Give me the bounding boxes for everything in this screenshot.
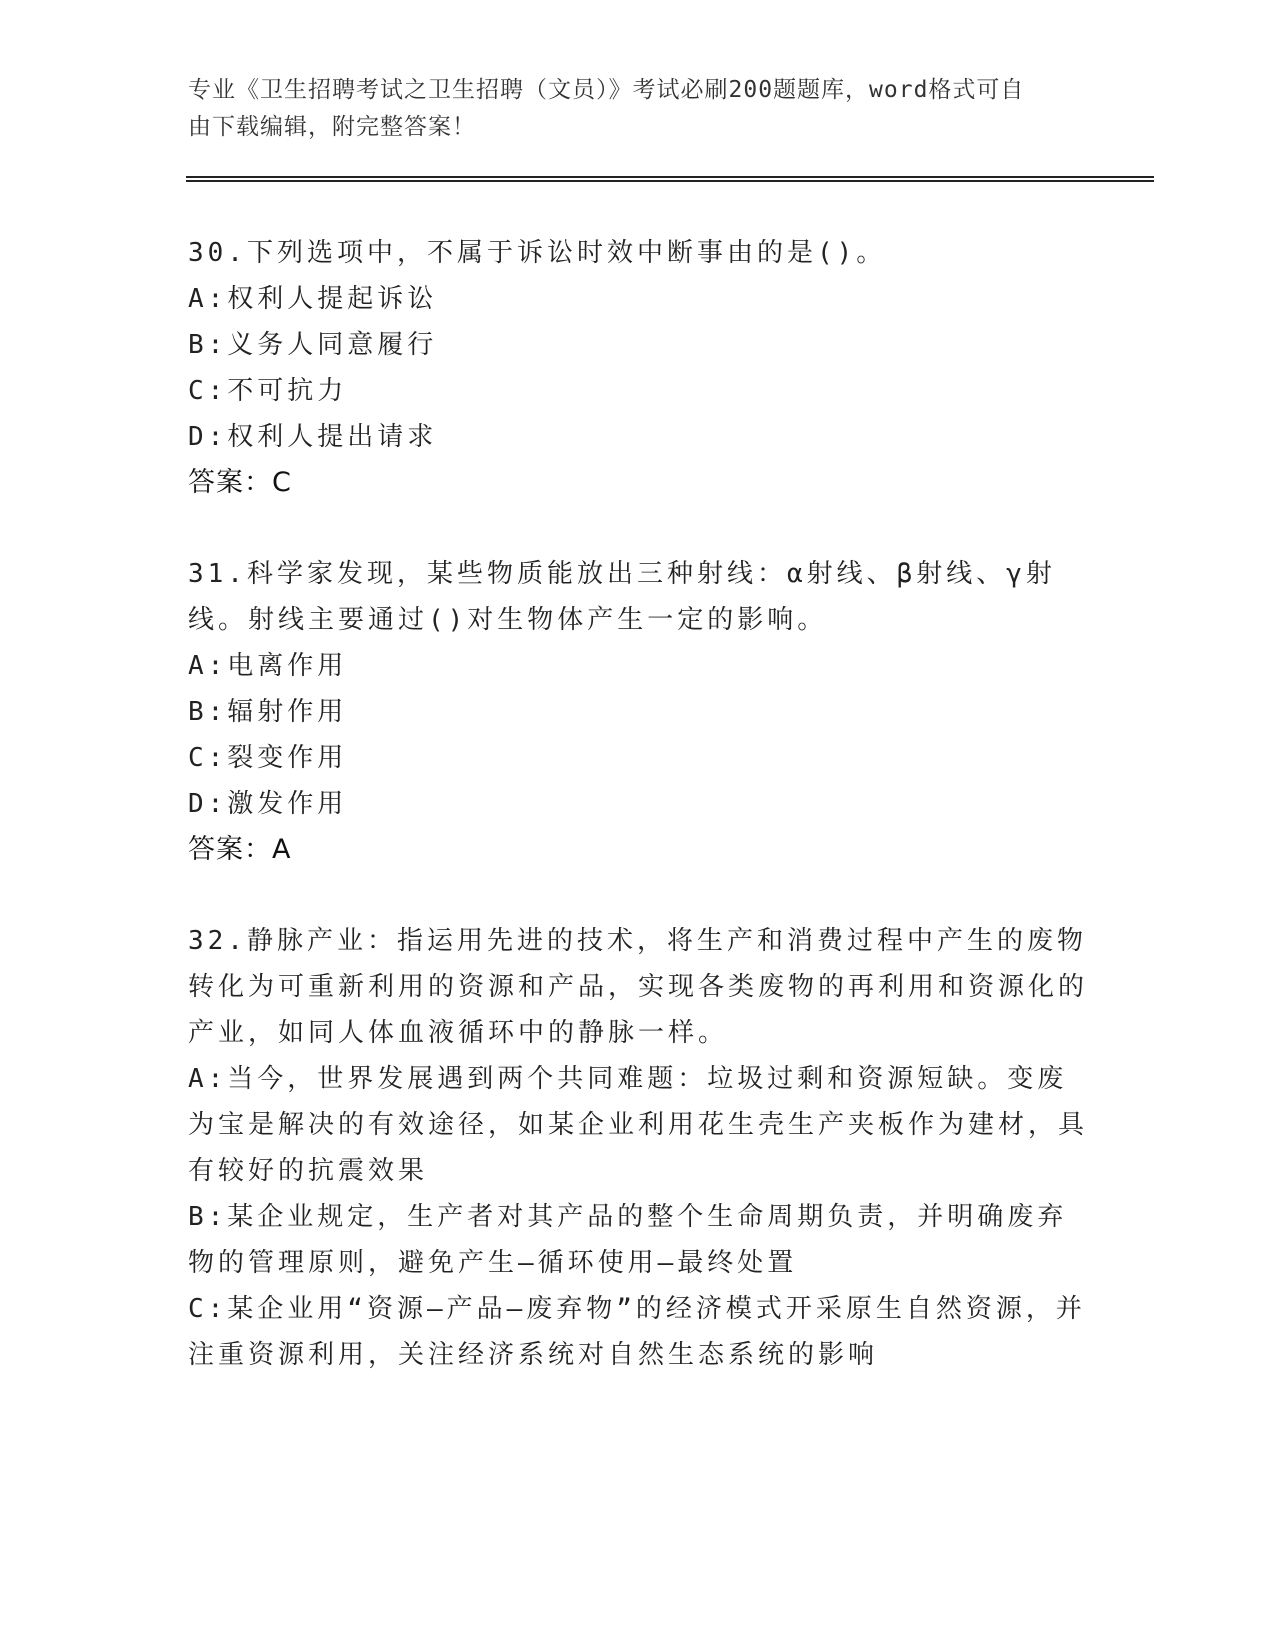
question-text: 32.静脉产业：指运用先进的技术，将生产和消费过程中产生的废物转化为可重新利用的资源和产品，实现各类废物的再利用和资源化的产业，如同人体血液循环中的静脉一样。 <box>188 926 1089 1048</box>
option-a: A:电离作用 <box>188 651 348 681</box>
option-b: B:义务人同意履行 <box>188 330 438 360</box>
question-31 <box>188 551 1088 873</box>
option-c: C:不可抗力 <box>188 376 348 406</box>
option-d: D:激发作用 <box>188 789 348 819</box>
question-32 <box>188 918 1088 1378</box>
option-a: A:当今，世界发展遇到两个共同难题：垃圾过剩和资源短缺。变废为宝是解决的有效途径，如某企业利用花生壳生产夹板作为建材，具有较好的抗震效果 <box>188 1064 1089 1186</box>
header-divider-bottom <box>186 180 1154 182</box>
option-c: C:某企业用“资源—产品—废弃物”的经济模式开采原生自然资源，并注重资源利用，关注经济系统对自然生态系统的影响 <box>188 1294 1086 1370</box>
answer-line: 答案：A <box>188 834 292 865</box>
option-a: A:权利人提起诉讼 <box>188 284 438 314</box>
header-divider-top <box>186 176 1154 178</box>
option-b: B:辐射作用 <box>188 697 348 727</box>
question-text: 30.下列选项中，不属于诉讼时效中断事由的是()。 <box>188 238 887 268</box>
option-c: C:裂变作用 <box>188 743 348 773</box>
answer-line: 答案：C <box>188 467 292 498</box>
header-line-2: 由下载编辑，附完整答案！ <box>188 114 476 140</box>
document-header <box>188 72 1068 146</box>
header-line-1: 专业《卫生招聘考试之卫生招聘（文员）》考试必刷200题题库，word格式可自 <box>188 77 1025 103</box>
question-text: 31.科学家发现，某些物质能放出三种射线：α射线、β射线、γ射线。射线主要通过()对生物体产生一定的影响。 <box>188 559 1056 635</box>
question-30 <box>188 230 1088 506</box>
option-d: D:权利人提出请求 <box>188 422 438 452</box>
option-b: B:某企业规定，生产者对其产品的整个生命周期负责，并明确废弃物的管理原则，避免产生—循环使用—最终处置 <box>188 1202 1068 1278</box>
question-list <box>188 230 1088 1423</box>
